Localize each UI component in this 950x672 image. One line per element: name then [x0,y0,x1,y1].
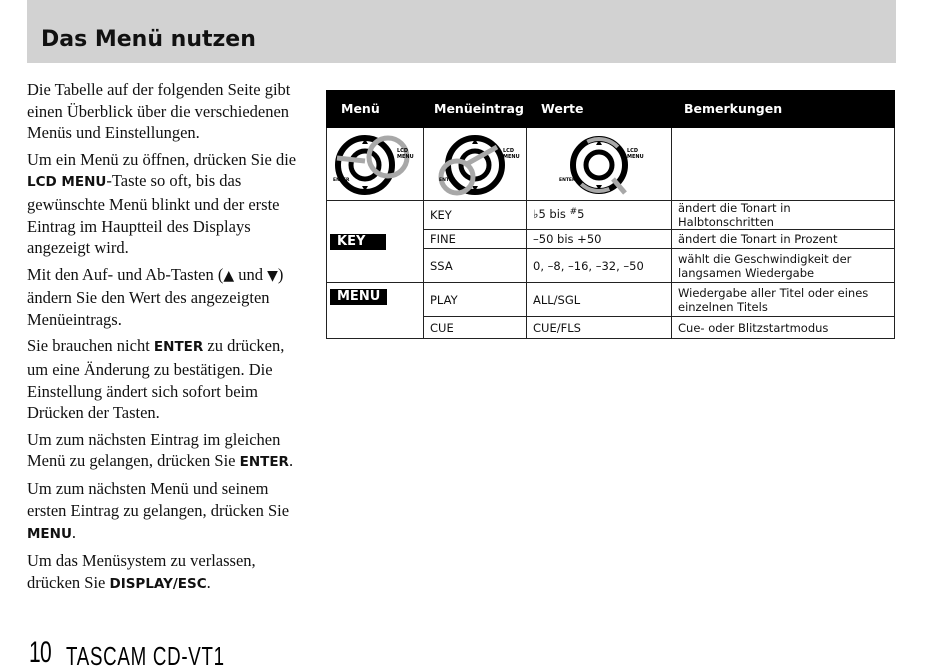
value-cell: 0, –8, –16, –32, –50 [527,249,672,283]
remark-cell: wählt die Geschwindigkeit der langsamen Wiedergabe [672,249,895,283]
svg-text:MENU: MENU [397,153,414,160]
remark-cell: ändert die Tonart in Halbtonschritten [672,201,895,230]
key-lcd-menu: LCD MENU [27,174,107,191]
menu-badge-key: KEY [330,234,386,250]
up-arrow-icon: ▲ [223,267,235,284]
intro-paragraph-5: Um zum nächsten Eintrag im gleichen Menü zu gelangen, drücken Sie ENTER. [27,429,294,471]
intro-paragraph-4: Sie brauchen nicht ENTER zu drücken, um eine Änderung zu bestätigen. Die Einstellung ändert sich sofort beim Drücken der Tasten. [27,336,285,423]
value-cell: CUE/FLS [527,317,672,339]
svg-text:LCD: LCD [503,147,515,154]
header-menu: Menü [327,91,424,128]
intro-paragraph-7: Um das Menüsystem zu verlassen, drücken Sie DISPLAY/ESC. [27,551,256,592]
svg-text:ENTER: ENTER [439,177,456,183]
remark-cell: ändert die Tonart in Prozent [672,230,895,249]
table-row [327,201,895,230]
key-display-esc: DISPLAY/ESC [109,575,207,592]
svg-text:MENU: MENU [627,153,644,160]
entry-cell: CUE [424,317,527,339]
sharp-symbol: # [569,207,578,217]
header-entry: Menüeintrag [424,91,527,128]
entry-cell: KEY [424,201,527,230]
page-number: 10 [29,636,51,669]
entry-cell: PLAY [424,283,527,317]
brand-logo: TASCAM CD-VT1 [66,641,225,671]
section-header [27,0,896,63]
svg-text:ENTER: ENTER [333,177,350,183]
menu-group-key [327,201,424,283]
control-wheel-updown-icon [551,129,647,197]
table-row [327,283,895,317]
diagram-cell-entry [424,128,527,201]
intro-paragraph-6: Um zum nächsten Menü und seinem ersten Eintrag zu gelangen, drücken Sie MENU. [27,479,290,542]
remark-cell: Wiedergabe aller Titel oder eines einzelnen Titels [672,283,895,317]
down-arrow-icon: ▼ [267,267,278,284]
header-values: Werte [527,91,672,128]
key-menu: MENU [27,525,72,542]
entry-cell: SSA [424,249,527,283]
remark-cell: Cue- oder Blitzstartmodus [672,317,895,339]
header-remarks: Bemerkungen [672,91,895,128]
menu-table [326,90,895,339]
diagram-cell-menu [327,128,424,201]
svg-text:MENU: MENU [503,153,520,160]
svg-text:LCD: LCD [627,147,639,154]
page-title: Das Menü nutzen [41,27,256,52]
svg-text:ENTER: ENTER [559,177,576,183]
diagram-cell-remarks [672,128,895,201]
control-wheel-enter-icon [427,129,523,197]
intro-text [27,79,302,600]
flat-symbol: ♭ [533,207,539,221]
value-cell: ♭5 bis #5 [527,201,672,230]
table-header-row [327,91,895,128]
control-wheel-menu-icon [329,129,421,197]
key-enter: ENTER [153,339,204,356]
svg-text:LCD: LCD [397,147,409,154]
value-cell: ALL/SGL [527,283,672,317]
key-enter: ENTER [239,454,289,471]
menu-badge-menu: MENU [330,289,387,305]
intro-paragraph-1: Die Tabelle auf der folgenden Seite gibt einen Überblick über die verschiedenen Menüs und Einstellungen. [27,80,291,143]
diagram-cell-values [527,128,672,201]
intro-paragraph-3: Mit den Auf- und Ab-Tasten (▲ und ▼) ändern Sie den Wert des angezeigten Menüeintrags. [27,264,284,330]
intro-paragraph-2: Um ein Menü zu öffnen, drücken Sie die LCD MENU-Taste so oft, bis das gewünschte Menü blinkt und der erste Eintrag im Hauptteil des Displays angezeigt wird. [27,149,297,258]
menu-group-menu [327,283,424,339]
entry-cell: FINE [424,230,527,249]
diagram-row [327,128,895,201]
value-cell: –50 bis +50 [527,230,672,249]
